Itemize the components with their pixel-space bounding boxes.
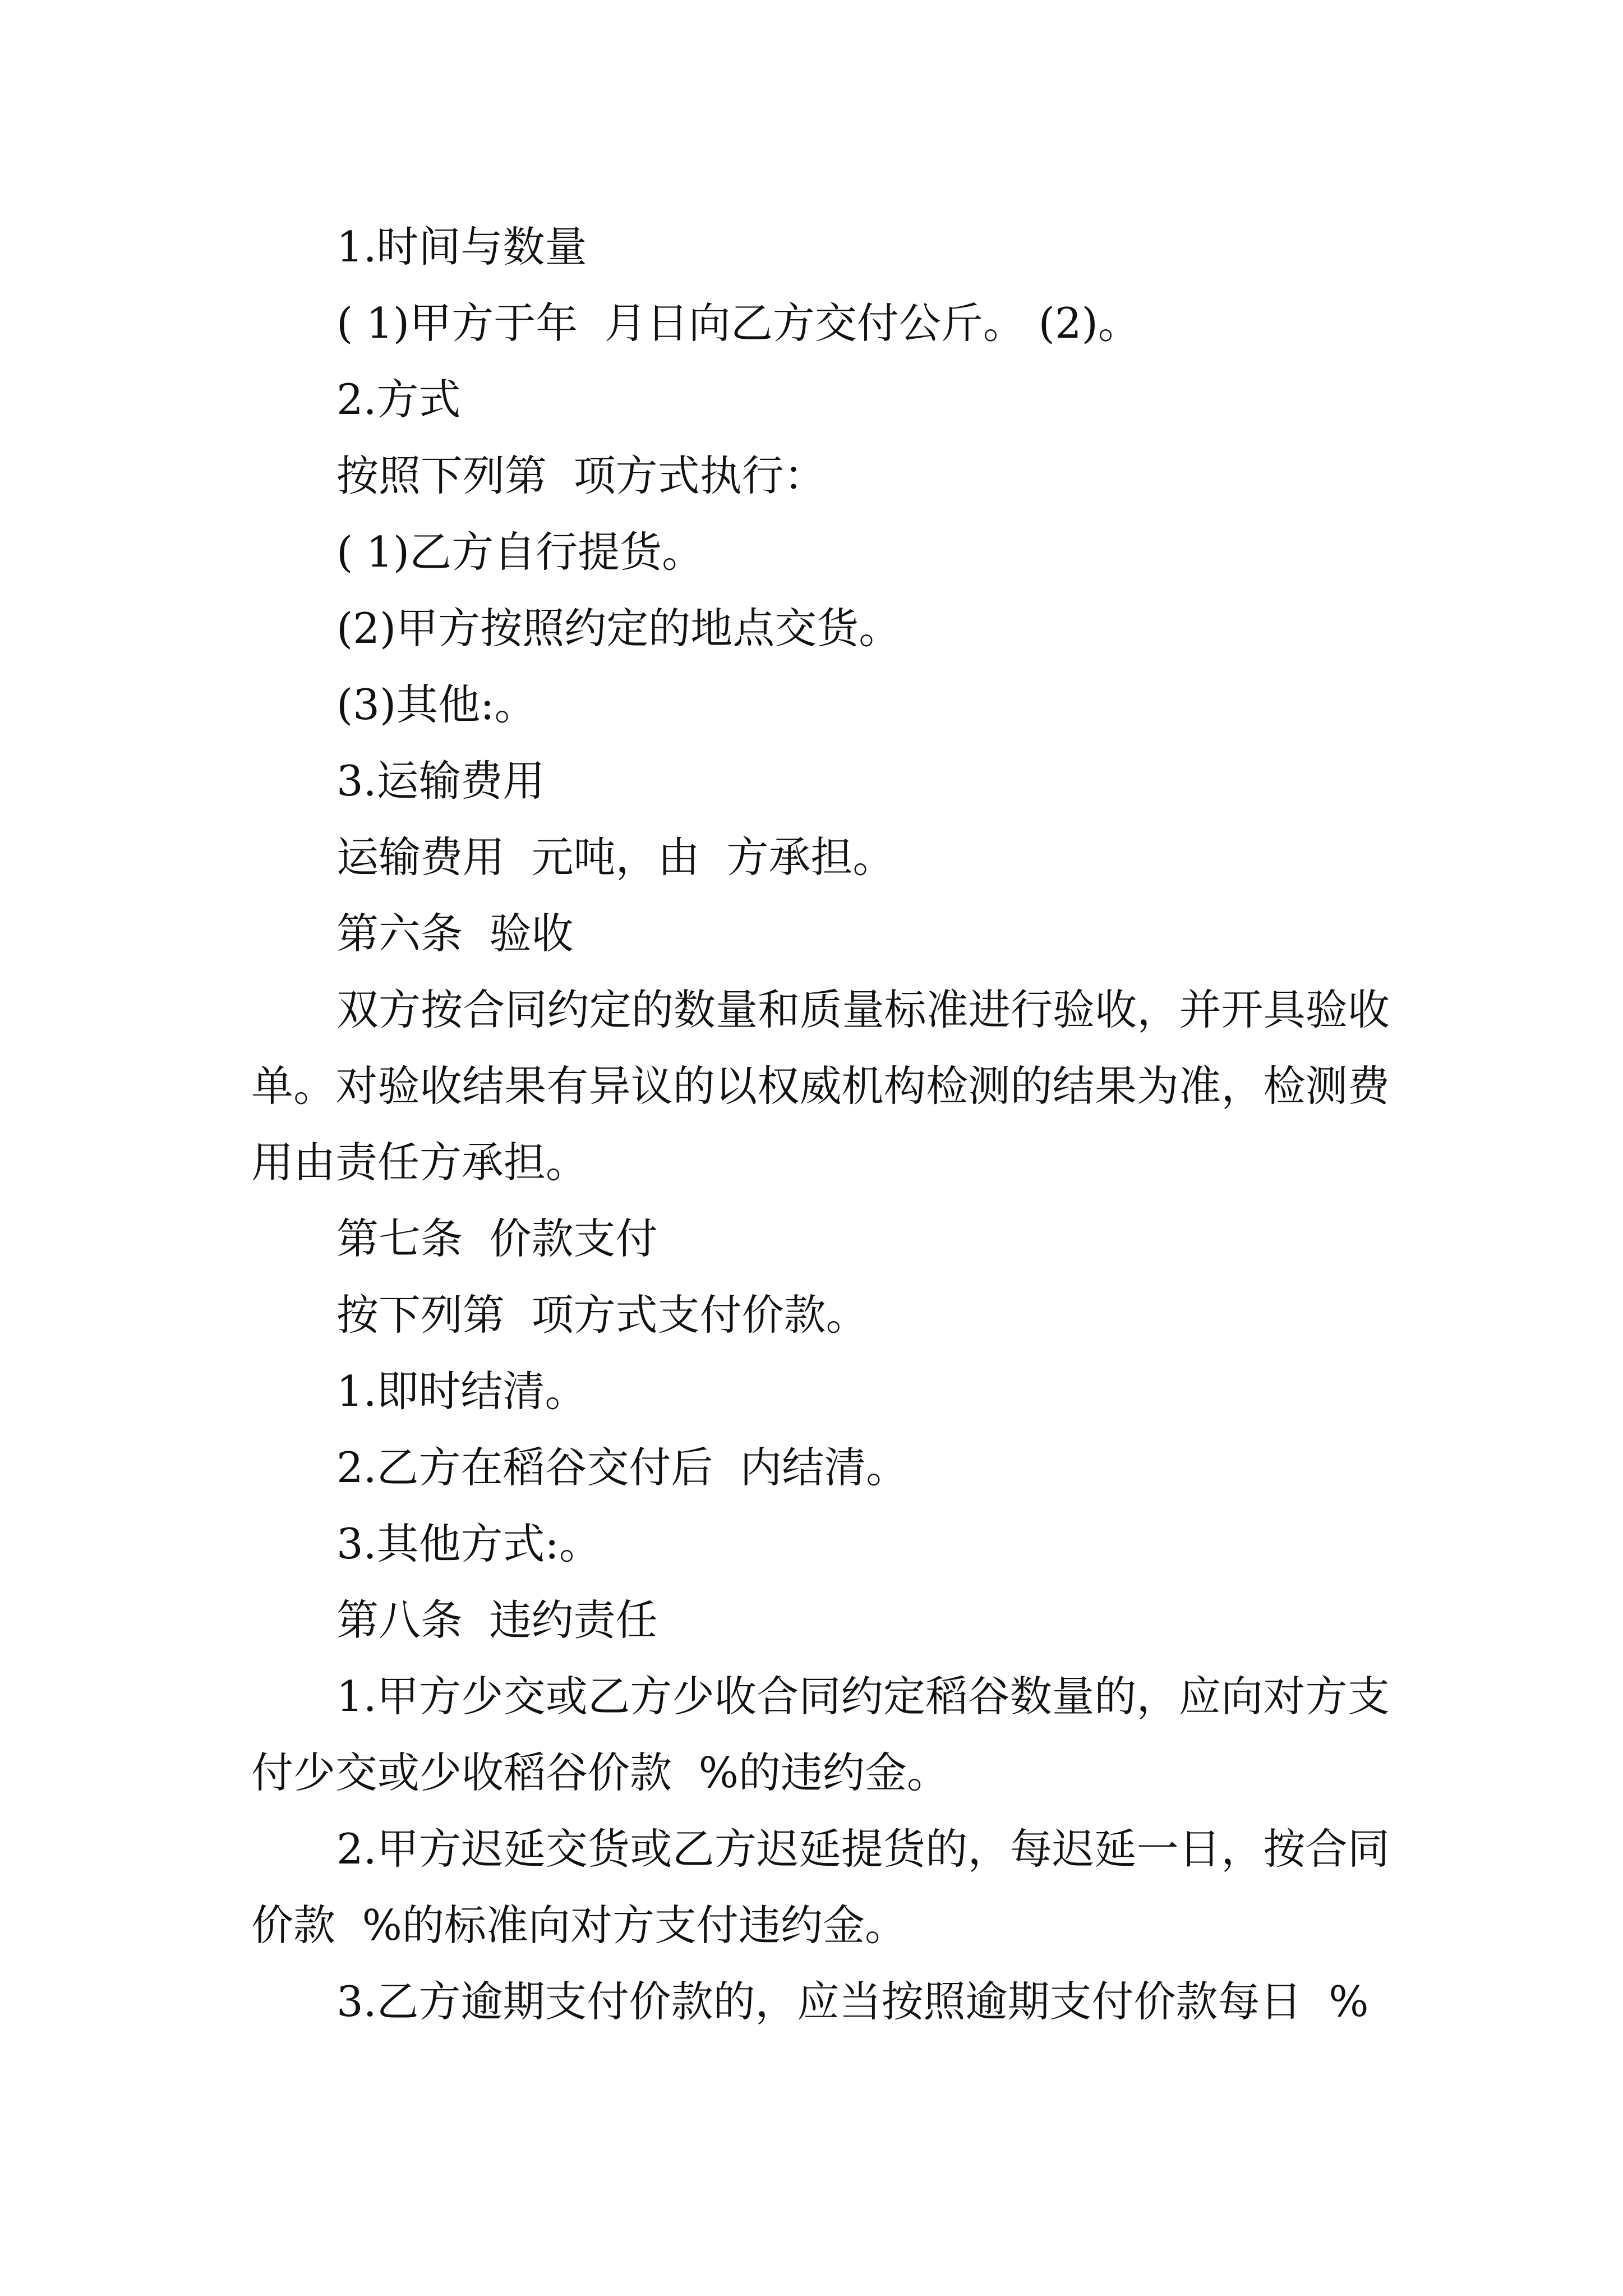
payment-option-1: 1.即时结清。	[336, 1366, 587, 1416]
liability-item-2: 2.甲方迟延交货或乙方迟延提货的，每迟延一日，按合同价款 %的标准向对方支付违约金。	[251, 1824, 1390, 1950]
payment-option-3: 3.其他方式:。	[336, 1519, 601, 1568]
article-6-text: 双方按合同约定的数量和质量标准进行验收，并开具验收单。对验收结果有异议的以权威机构检测的结果为准，检测费用由责任方承担。	[251, 985, 1390, 1187]
clause-delivery-time-quantity-heading: 1.时间与数量	[336, 222, 587, 272]
payment-option-2: 2.乙方在稻谷交付后 内结清。	[336, 1443, 909, 1492]
transport-cost-text: 运输费用 元吨，由 方承担。	[336, 832, 895, 882]
delivery-option-1: ( 1)乙方自行提货。	[336, 527, 704, 577]
liability-item-1: 1.甲方少交或乙方少收合同约定稻谷数量的，应向对方支付少交或少收稻谷价款 %的违约金。	[251, 1672, 1390, 1797]
clause-transport-cost-heading: 3.运输费用	[336, 756, 545, 806]
delivery-option-2: (2)甲方按照约定的地点交货。	[336, 604, 901, 653]
delivery-method-intro: 按照下列第 项方式执行：	[336, 451, 826, 500]
delivery-option-3: (3)其他:。	[336, 680, 537, 729]
delivery-date-quantity-text: ( 1)甲方于年 月日向乙方交付公斤。 (2)。	[336, 298, 1140, 348]
liability-item-3: 3.乙方逾期支付价款的，应当按照逾期支付价款每日 %	[336, 1977, 1369, 2026]
article-8-heading: 第八条 违约责任	[336, 1595, 658, 1645]
article-6-heading: 第六条 验收	[336, 909, 574, 958]
document-body	[251, 209, 1390, 2040]
payment-method-intro: 按下列第 项方式支付价款。	[336, 1290, 868, 1340]
clause-delivery-method-heading: 2.方式	[336, 375, 461, 424]
article-7-heading: 第七条 价款支付	[336, 1214, 658, 1263]
